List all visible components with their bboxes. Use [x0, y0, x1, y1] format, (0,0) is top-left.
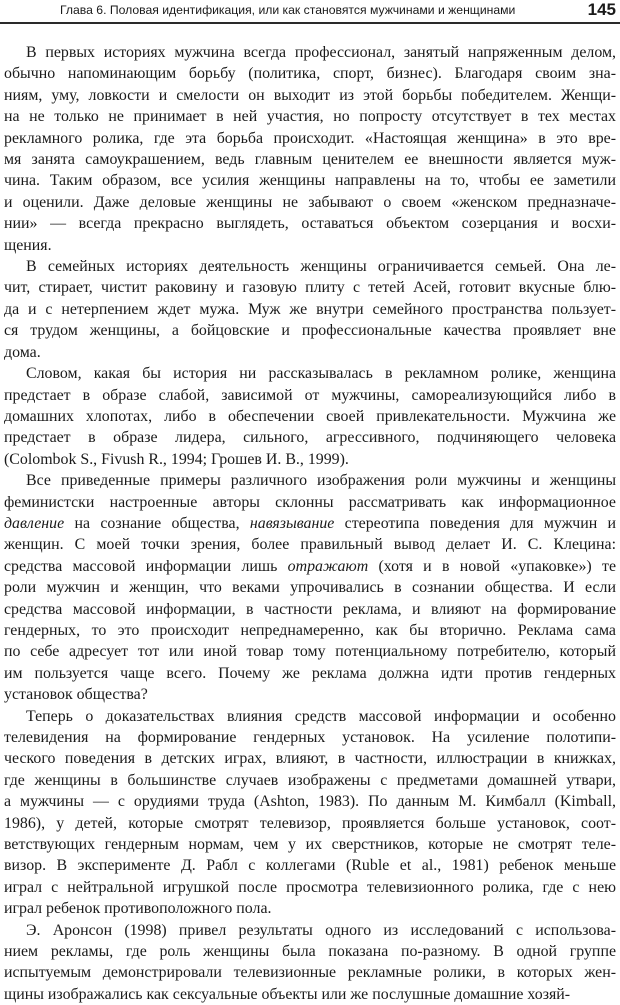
text-line: домашних хлопотах, либо в обеспечении своей привлекательности. Мужчина же [4, 407, 616, 425]
text-line: ся трудом женщины, а бойцовские и профессиональные качества проявляет вне [4, 322, 616, 340]
chapter-title: Глава 6. Половая идентификация, или как становятся мужчинами и женщинами [60, 3, 516, 17]
body-text [4, 42, 616, 1005]
paragraph [4, 920, 616, 1005]
text-line: по себе адресует тот или иной товар тому потенциальному потребителю, который [4, 643, 616, 661]
text-line: ветствующих гендерным нормам, чем у их сверстников, которые не смотрят теле- [4, 836, 616, 854]
paragraph [4, 706, 616, 920]
text-line: средства массовой информации, в частности реклама, и влияют на формирование [4, 600, 616, 618]
paragraph [4, 42, 616, 256]
text-line: В семейных историях деятельность женщины ограничивается семьей. Она ле- [26, 258, 616, 276]
text-line: где женщины в большинстве случаев изображены с предметами домашней утвари, [4, 771, 616, 789]
text-line: предстает в образе лидера, сильного, агрессивного, подчиняющего человека [4, 429, 616, 447]
text-line: Теперь о доказательствах влияния средств массовой информации и особенно [26, 707, 616, 725]
text-line: Словом, какая бы история ни рассказывалась в рекламном ролике, женщина [26, 365, 616, 383]
text-line: предстает в образе слабой, зависимой от мужчины, самореализующийся либо в [4, 386, 616, 404]
text-line: установок общества? [4, 686, 148, 704]
text-line: чит, стирает, чистит раковину и газовую плиту с тетей Асей, готовит вкусные блю- [4, 279, 616, 297]
text-line: женщин. С моей точки зрения, более правильный вывод делает И. С. Клецина: [4, 536, 616, 554]
text-line: а мужчины — с орудиями труда (Ashton, 1983). По данным М. Кимбалл (Kimball, [4, 793, 616, 811]
text-line: им пользуется чаще всего. Почему же реклама должна идти против гендерных [4, 664, 616, 682]
text-line: Все приведенные примеры различного изображения роли мужчины и женщины [26, 472, 616, 490]
paragraph [4, 470, 616, 705]
paragraph [4, 256, 616, 363]
text-line: играл ребенок противоположного пола. [4, 900, 272, 918]
running-header [0, 0, 620, 30]
text-line: давление на сознание общества, навязывание стереотипа поведения для мужчин и [4, 514, 617, 532]
text-line: нии» — всегда прекрасно выглядеть, оставаться объектом созерцания и восхи- [4, 215, 616, 233]
text-line: щения. [4, 236, 52, 254]
page-number: 145 [587, 0, 616, 19]
text-line: обычно напоминающим борьбу (политика, спорт, бизнес). Благодаря своим зна- [4, 65, 616, 83]
text-line: чина. Таким образом, все усилия женщины направлены на то, чтобы ее заметили [4, 172, 616, 190]
text-line: ческого поведения в детских играх, влияют, в частности, иллюстрации в книжках, [4, 750, 616, 768]
text-line: (Colombok S., Fivush R., 1994; Грошев И. В., 1999). [4, 450, 349, 468]
text-line: 1986), у детей, которые смотрят телевизор, проявляется больше установок, соот- [4, 814, 616, 832]
text-line: телевидения на формирование гендерных установок. На усиление полотипи- [4, 729, 616, 746]
text-line: рекламного ролика, где эта борьба происходит. «Настоящая женщина» в это вре- [4, 129, 616, 147]
text-line: нием рекламы, где роль женщины была показана по-разному. В одной группе [4, 943, 616, 961]
text-line: феминистски настроенные авторы склонны рассматривать как информационное [4, 493, 616, 511]
text-line: гендерных, то это происходит непреднамеренно, как бы вторично. Реклама сама [4, 621, 616, 639]
text-line: да и с нетерпением ждет мужа. Муж же внутри семейного пространства пользует- [4, 300, 616, 318]
text-line: роли мужчин и женщин, что веками упрочивались в сознании общества. И если [4, 579, 616, 597]
text-line: на не только не принимает в ней участия, но попросту отсутствует в тех местах [4, 108, 616, 126]
paragraph [4, 363, 616, 470]
text-line: играл с нейтральной игрушкой после просмотра телевизионного ролика, где с нею [4, 878, 616, 896]
text-line: В первых историях мужчина всегда профессионал, занятый напряженным делом, [26, 44, 616, 61]
text-line: щины изображались как сексуальные объекты или же послушные домашние хозяй- [4, 985, 571, 1003]
text-line: мя занята самоукрашением, ведь главным ценителем ее внешности является муж- [4, 151, 616, 169]
text-line: визор. В эксперименте Д. Рабл с коллегами (Ruble et al., 1981) ребенок меньше [4, 857, 616, 875]
text-line: дома. [4, 343, 41, 361]
text-line: Э. Аронсон (1998) привел результаты одного из исследований с использова- [26, 921, 616, 939]
text-line: средства массовой информации лишь отражают (хотя и в новой «упаковке») те [4, 557, 616, 575]
text-line: и оценили. Даже деловые женщины не забывают о своем «женском предназначе- [4, 193, 616, 211]
text-line: ниям, уму, ловкости и смелости он выходит из этой борьбы победителем. Женщи- [4, 86, 616, 104]
header-rule [0, 22, 620, 24]
text-line: испытуемым демонстрировали телевизионные рекламные ролики, в которых жен- [4, 964, 616, 982]
